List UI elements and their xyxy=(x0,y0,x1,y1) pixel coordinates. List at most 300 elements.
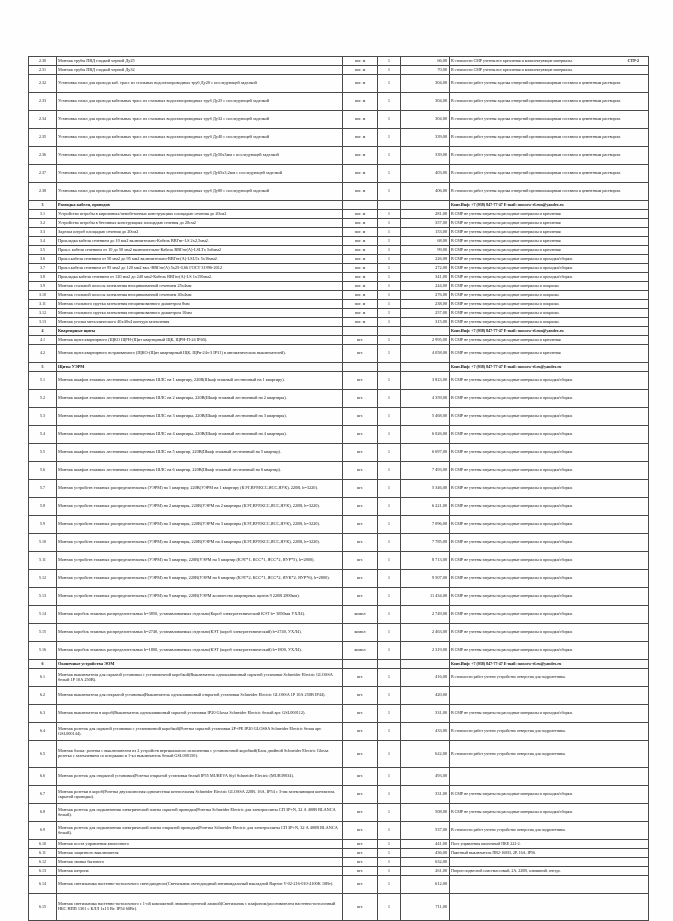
row-price-text: 341,00 xyxy=(435,273,447,279)
row-number-text: 6.14 xyxy=(39,881,46,887)
row-qty-text: 1 xyxy=(387,152,391,158)
row-unit-text: шт. xyxy=(357,503,363,509)
row-name xyxy=(57,858,343,867)
row-qty xyxy=(378,462,401,480)
row-name xyxy=(57,804,343,822)
row-price-text: 441,00 xyxy=(435,840,447,846)
row-name xyxy=(57,57,343,66)
row-number xyxy=(29,363,57,372)
row-number xyxy=(29,111,57,129)
row-name-text: Прокл. кабеля сечением от 10 до 50 мм2 включительно-Кабель ВВГнг(А)-LSLTx 5х6мм2 xyxy=(58,246,222,252)
row-name-text: Монтаж уголка металлического 40х40х4 контура заземления xyxy=(58,318,170,324)
row-unit xyxy=(343,255,378,264)
row-price xyxy=(401,390,450,408)
row-price-text: 70,00 xyxy=(437,66,447,72)
row-price-text: 226,00 xyxy=(435,255,447,261)
row-name-text: Монтаж выключателя для скрытой установки с установочной коробкой(Выключатель одноклавишный скрытой установки Schneider Electric GLOSSA белый 1P 10А 250В). xyxy=(58,671,333,682)
row-unit xyxy=(343,669,378,687)
row-number xyxy=(29,129,57,147)
row-name-text: Монтаж шкафов этажных лестничных совмещенных ШЛС на 2 квартиры, 220В(Шкаф этажный лестничный на 2 квартиры). xyxy=(58,395,287,401)
row-number-text: 2.36 xyxy=(39,152,46,158)
row-name-text: Прокл.кабеля сечением от 95 мм2 до 120 мм2 вкл.-ВВГнг(А) 5х25-0,66 ГОСТ 31996-2012 xyxy=(58,264,223,270)
table-row xyxy=(29,93,649,111)
row-number-text: 2.30 xyxy=(39,57,46,63)
row-note-text: В стоимости работ учтены заделка отверстий противопожарным составом и цементным раствором. xyxy=(451,98,621,104)
row-qty xyxy=(378,390,401,408)
row-number xyxy=(29,282,57,291)
row-note xyxy=(450,894,649,921)
table-row xyxy=(29,840,649,849)
row-number-text: 2.33 xyxy=(39,98,46,104)
row-note xyxy=(450,408,649,426)
row-note xyxy=(450,498,649,516)
row-number xyxy=(29,255,57,264)
row-qty xyxy=(378,327,401,336)
table-row xyxy=(29,606,649,624)
row-qty xyxy=(378,408,401,426)
row-qty xyxy=(378,237,401,246)
section-header-row xyxy=(29,201,649,210)
row-number-text: 3.13 xyxy=(39,318,46,324)
row-note-text: В СМР не учтены затраты на расходные материалы и проходки/сборки. xyxy=(451,557,573,563)
row-note xyxy=(450,849,649,858)
row-qty-text: 1 xyxy=(387,273,391,279)
row-name-text: Монтаж выключателя для открытой установки(Выключатель одноклавишный открытой установки Schneider Electric GLOSSA 1P 10А 250В IP44). xyxy=(58,692,326,698)
row-price-text: 281,00 xyxy=(435,210,447,216)
row-unit xyxy=(343,570,378,588)
row-name-text: Монтаж устройств этажных распределительных (УЭРМ) на 5 квартир, 220В(УЭРМ на 5 квартир (КЭТ*1, КСС*1, ЯСС*2, ЯУР*5), h=2800). xyxy=(58,557,315,563)
row-qty-text: 1 xyxy=(387,449,391,455)
row-note xyxy=(450,327,649,336)
row-price xyxy=(401,705,450,723)
row-unit-text: пог. м xyxy=(354,255,366,261)
row-name xyxy=(57,345,343,363)
row-number-text: 6.3 xyxy=(40,710,45,716)
row-note-text: В СМР не учтены затраты на расходные материалы и проходки/сборки. xyxy=(451,539,573,545)
row-qty xyxy=(378,75,401,93)
row-price xyxy=(401,336,450,345)
row-price xyxy=(401,858,450,867)
row-price xyxy=(401,606,450,624)
row-unit-text: шт. xyxy=(357,750,363,756)
row-qty-text: 1 xyxy=(387,291,391,297)
row-number xyxy=(29,768,57,786)
row-number-text: 5.10 xyxy=(39,539,46,545)
row-unit xyxy=(343,894,378,921)
row-unit-text: шт. xyxy=(357,449,363,455)
row-note xyxy=(450,804,649,822)
row-price-text: 261,00 xyxy=(435,867,447,873)
row-note xyxy=(450,228,649,237)
row-name xyxy=(57,498,343,516)
table-row xyxy=(29,462,649,480)
row-price xyxy=(401,480,450,498)
row-price-text: 304,00 xyxy=(435,116,447,122)
table-row xyxy=(29,75,649,93)
row-note xyxy=(450,390,649,408)
table-row xyxy=(29,345,649,363)
row-qty-text: 1 xyxy=(387,431,391,437)
row-unit-text: пог. м xyxy=(354,282,366,288)
row-unit-text: шт. xyxy=(357,867,363,873)
row-note-text: Патрон подвесной пластмассовый, 2А, 220В, алюминий, гнездо. xyxy=(451,867,561,873)
row-name-text: Монтаж шкафов этажных лестничных совмещенных ШЛС на 6 квартир, 220В(Шкаф этажный лестничный на 6 квартир). xyxy=(58,467,282,473)
row-note xyxy=(450,588,649,606)
row-number-text: 3.3 xyxy=(40,228,45,234)
table-row xyxy=(29,147,649,165)
row-unit xyxy=(343,444,378,462)
table-row xyxy=(29,264,649,273)
row-note xyxy=(450,876,649,894)
row-qty-text: 1 xyxy=(387,377,391,383)
row-price xyxy=(401,228,450,237)
row-qty-text: 1 xyxy=(387,255,391,261)
row-number-text: 5.8 xyxy=(40,503,45,509)
row-name xyxy=(57,183,343,201)
row-price-text: 632,00 xyxy=(435,858,447,864)
row-number xyxy=(29,147,57,165)
row-number xyxy=(29,318,57,327)
row-price-text: 238,00 xyxy=(435,300,447,306)
row-number xyxy=(29,246,57,255)
row-note xyxy=(450,201,649,210)
row-qty-text: 1 xyxy=(387,858,391,864)
row-name-text: Устройство штробы в кирпичных/пенобетонных конструкциях площадью сечения до 20см2 xyxy=(58,210,227,216)
row-qty xyxy=(378,66,401,75)
row-name-text: Квартирные щиты xyxy=(58,327,96,333)
row-note-text: В СМР не учтены затраты на расходные материалы и крепления xyxy=(451,246,561,252)
row-unit-text: шт. xyxy=(357,485,363,491)
row-price xyxy=(401,804,450,822)
row-name-text: Установка гильз для прохода кабельных трасс из стальных водогазопроводных труб Ду40 с последующей заделкой xyxy=(58,134,270,140)
row-note-text: В СМР не учтены затраты на расходные материалы и проходки/сборки. xyxy=(451,431,573,437)
row-note xyxy=(450,552,649,570)
row-number-text: 5.11 xyxy=(39,557,46,563)
row-qty-text: 1 xyxy=(387,674,391,680)
row-note-text: В СМР не учтены затраты на расходные материалы и проходки/сборки. xyxy=(451,485,573,491)
row-qty xyxy=(378,426,401,444)
row-qty xyxy=(378,498,401,516)
row-price xyxy=(401,345,450,363)
row-number-text: 6.5 xyxy=(40,750,45,756)
row-price xyxy=(401,165,450,183)
price-table-body xyxy=(29,57,649,921)
row-qty xyxy=(378,642,401,660)
row-price-text: 433,00 xyxy=(435,728,447,734)
row-name xyxy=(57,867,343,876)
row-number-text: 5.3 xyxy=(40,413,45,419)
row-note-text: В стоимости работ учтено устройство отверстия для подрозетника. xyxy=(451,674,566,680)
row-note-text: В СМР не учтены затраты на расходные материалы и покраски. xyxy=(451,282,560,288)
row-note-text: В стоимости работ учтены заделка отверстий противопожарным составом и цементным раствором. xyxy=(451,134,621,140)
row-note xyxy=(450,147,649,165)
row-unit-text: шт. xyxy=(357,336,363,342)
row-qty-text: 1 xyxy=(387,750,391,756)
row-price xyxy=(401,498,450,516)
row-unit xyxy=(343,147,378,165)
row-note-text: В СМР не учтены затраты на расходные материалы и крепления xyxy=(451,350,561,356)
row-price xyxy=(401,516,450,534)
row-price xyxy=(401,93,450,111)
row-note xyxy=(450,768,649,786)
row-name-text: Монтаж коробок этажных распределительных b=3850, устанавливаемых отдельно(Короб электротехнический КЭТ b= 3850мм УХЛ4). xyxy=(58,611,306,617)
row-number xyxy=(29,741,57,768)
row-unit xyxy=(343,93,378,111)
row-note xyxy=(450,336,649,345)
row-number xyxy=(29,660,57,669)
row-unit-text: пог. м xyxy=(354,210,366,216)
row-name xyxy=(57,552,343,570)
row-note-text: В стоимости работ учтены заделка отверстий противопожарным составом и цементным раствором. xyxy=(451,116,621,122)
row-number-text: 6.15 xyxy=(39,903,46,909)
row-unit xyxy=(343,390,378,408)
row-note xyxy=(450,444,649,462)
row-qty-text: 1 xyxy=(387,282,391,288)
row-number xyxy=(29,804,57,822)
row-name-text: Монтаж коробок этажных распределительных b=1800, устанавливаемых отдельно(КЭТ (короб электротехнический) b=1800, УХЛ4). xyxy=(58,647,302,653)
row-qty xyxy=(378,570,401,588)
row-qty xyxy=(378,291,401,300)
row-name xyxy=(57,462,343,480)
row-name-text: Монтаж стального прутка заземления неоцинкованного диаметром 8мм xyxy=(58,300,190,306)
row-price xyxy=(401,300,450,309)
row-qty-text: 1 xyxy=(387,485,391,491)
table-row xyxy=(29,300,649,309)
row-number-text: 3.7 xyxy=(40,264,45,270)
table-row xyxy=(29,768,649,786)
row-qty xyxy=(378,741,401,768)
row-unit xyxy=(343,786,378,804)
row-name-text: Монтаж стального прутка заземления неоцинкованного диаметром 10мм xyxy=(58,309,192,315)
row-number xyxy=(29,552,57,570)
row-name xyxy=(57,210,343,219)
row-name xyxy=(57,372,343,390)
row-qty xyxy=(378,894,401,921)
row-price xyxy=(401,642,450,660)
row-unit xyxy=(343,687,378,705)
row-note-text: Пакетный выключатель ПВ2-16М3, 2P, 16А, IP56. xyxy=(451,849,537,855)
row-qty-text: 1 xyxy=(387,116,391,122)
row-note xyxy=(450,291,649,300)
section-header-row xyxy=(29,327,649,336)
row-note-text: В стоимости работ учтены заделка отверстий противопожарным составом и цементным раствором. xyxy=(451,152,621,158)
row-name xyxy=(57,336,343,345)
row-price xyxy=(401,264,450,273)
row-number xyxy=(29,444,57,462)
row-qty-text: 1 xyxy=(387,710,391,716)
row-qty xyxy=(378,345,401,363)
row-price-text: 493,00 xyxy=(435,773,447,779)
row-number-text: 5.14 xyxy=(39,611,46,617)
row-note-text: В СМР не учтены затраты на расходные материалы и покраски. xyxy=(451,291,560,297)
row-name xyxy=(57,300,343,309)
row-unit-text: пог. м xyxy=(354,80,366,86)
row-unit xyxy=(343,480,378,498)
row-note xyxy=(450,669,649,687)
row-qty xyxy=(378,336,401,345)
row-qty-text: 1 xyxy=(387,170,391,176)
row-qty xyxy=(378,588,401,606)
row-note-text: В СМР не учтены затраты на расходные материалы и проходки/сборки. xyxy=(451,575,573,581)
table-row xyxy=(29,588,649,606)
row-price-text: 7 785,00 xyxy=(431,539,447,545)
row-number xyxy=(29,309,57,318)
row-unit xyxy=(343,552,378,570)
row-number-text: 4.1 xyxy=(40,336,45,342)
row-note-text: В стоимости работ учтено устройство отверстия для подрозетника. xyxy=(451,827,566,833)
row-price xyxy=(401,66,450,75)
row-number xyxy=(29,390,57,408)
table-row xyxy=(29,66,649,75)
row-number-text: 6.12 xyxy=(39,858,46,864)
row-number-text: 3 xyxy=(41,201,44,207)
row-price-text: 99,00 xyxy=(437,246,447,252)
row-unit-text: пог. м xyxy=(354,273,366,279)
row-unit xyxy=(343,300,378,309)
row-price-text: 257,00 xyxy=(435,309,447,315)
row-qty-text: 1 xyxy=(387,188,391,194)
row-price-text: 2 319,00 xyxy=(431,647,447,653)
row-number-text: 2.37 xyxy=(39,170,46,176)
row-name xyxy=(57,570,343,588)
row-unit xyxy=(343,462,378,480)
row-name xyxy=(57,165,343,183)
row-price xyxy=(401,588,450,606)
row-note-text: В СМР не учтены затраты на расходные материалы и крепления xyxy=(451,219,561,225)
row-qty xyxy=(378,273,401,282)
row-name xyxy=(57,318,343,327)
row-number-text: 3.5 xyxy=(40,246,45,252)
row-qty-text: 1 xyxy=(387,336,391,342)
row-qty-text: 1 xyxy=(387,210,391,216)
row-number-text: 2.34 xyxy=(39,116,46,122)
table-row xyxy=(29,219,649,228)
row-qty-text: 1 xyxy=(387,849,391,855)
row-name-text: Установка гильз для прохода кабельных трасс из стальных водогазопроводных труб Ду65х3,2мм с последующей заделкой xyxy=(58,170,283,176)
row-name xyxy=(57,480,343,498)
row-qty xyxy=(378,255,401,264)
table-row xyxy=(29,849,649,858)
row-price-text: 711,00 xyxy=(435,903,447,909)
row-qty-text: 1 xyxy=(387,300,391,306)
row-name xyxy=(57,624,343,642)
row-unit xyxy=(343,822,378,840)
row-note xyxy=(450,57,649,66)
row-qty xyxy=(378,300,401,309)
row-number xyxy=(29,858,57,867)
row-name xyxy=(57,660,343,669)
row-name-text: Монтаж розеток для открытой установки(Розетка открытой установки белый IP55 MUREVA Styl Schneider Electric (MUR39034). xyxy=(58,773,294,779)
row-note-text: Пост управления кнопочный ПКЕ 222-2. xyxy=(451,840,521,846)
row-name-text: Монтаж устройств этажных распределительных (УЭРМ) на 2 квартиры, 220В(УЭРМ на 2 квартиры (КЭТ,ВУР,КСС,ЯСС,ЯУК), 220В, h=3220). xyxy=(58,503,320,509)
section-header-row xyxy=(29,660,649,669)
row-unit xyxy=(343,408,378,426)
row-note xyxy=(450,345,649,363)
row-unit xyxy=(343,183,378,201)
row-note xyxy=(450,660,649,669)
row-number xyxy=(29,300,57,309)
row-price xyxy=(401,768,450,786)
row-number-text: 6.2 xyxy=(40,692,45,698)
row-note-text: В СМР не учтены затраты на расходные материалы и проходки/сборки. xyxy=(451,503,573,509)
row-name-text: Установка гильз для прохода кабельных трасс из стальных водогазопроводных труб Ду25 с последующей заделкой xyxy=(58,98,270,104)
row-qty-text: 1 xyxy=(387,57,391,63)
row-note xyxy=(450,237,649,246)
row-price xyxy=(401,687,450,705)
row-name-text: Монтаж светильника настенно-потолочного с 1-ой компактной люминесцентной лампой(Светильник с плафоном/рассеивателем настенно-потолочный НБС НПП 1301 с КЛЛ 1х15 Вт. IP54 60Вт). xyxy=(58,901,336,911)
row-name-text: Заделка штроб площадью сечения до 20см2 xyxy=(58,228,139,234)
row-note-text: Конт.Инф: +7 (938) 847-77-47 E-mail: moscow-el.run@yandex.ru xyxy=(451,327,564,333)
table-row xyxy=(29,669,649,687)
row-number xyxy=(29,624,57,642)
row-name xyxy=(57,309,343,318)
row-name xyxy=(57,588,343,606)
row-name xyxy=(57,723,343,741)
row-price-text: 7 493,00 xyxy=(431,467,447,473)
row-note xyxy=(450,705,649,723)
row-unit-text: пог. м xyxy=(354,228,366,234)
row-number-text: 2.32 xyxy=(39,80,46,86)
row-qty xyxy=(378,768,401,786)
row-qty-text: 1 xyxy=(387,413,391,419)
row-note-text: В СМР не учтены затраты на расходные материалы и проходки/сборки. xyxy=(451,273,573,279)
row-number-text: 2.31 xyxy=(39,66,46,72)
row-unit-text: шт. xyxy=(357,710,363,716)
table-row xyxy=(29,210,649,219)
row-qty xyxy=(378,552,401,570)
row-qty xyxy=(378,201,401,210)
row-name xyxy=(57,93,343,111)
price-table xyxy=(28,56,649,921)
row-number-text: 6.7 xyxy=(40,791,45,797)
row-price xyxy=(401,327,450,336)
row-number-text: 5.2 xyxy=(40,395,45,401)
row-price-text: 304,00 xyxy=(435,98,447,104)
row-note xyxy=(450,318,649,327)
row-unit xyxy=(343,606,378,624)
row-price-text: 3 823,00 xyxy=(431,377,447,383)
row-number xyxy=(29,165,57,183)
row-number-text: 5 xyxy=(41,363,44,369)
row-number-text: 3.6 xyxy=(40,255,45,261)
row-unit-text: пог. м xyxy=(354,98,366,104)
row-number xyxy=(29,516,57,534)
row-name xyxy=(57,111,343,129)
row-name xyxy=(57,516,343,534)
row-unit-text: пог. м xyxy=(354,246,366,252)
row-unit xyxy=(343,201,378,210)
row-unit xyxy=(343,210,378,219)
row-number-text: 5.7 xyxy=(40,485,45,491)
row-number-text: 5.12 xyxy=(39,575,46,581)
row-name-text: Монтаж щита квартирного встраиваемого (ЩКО-(Щит квартирный ЩК, ЩРв-24з-3 IP31) в автоматических выключателей). xyxy=(58,350,286,356)
row-price-text: 244,00 xyxy=(435,282,447,288)
row-name xyxy=(57,390,343,408)
row-note xyxy=(450,462,649,480)
row-price-text: 6 026,00 xyxy=(431,431,447,437)
row-number xyxy=(29,201,57,210)
row-qty xyxy=(378,849,401,858)
row-note-text: В СМР не учтены затраты на расходные материалы и покраски. xyxy=(451,309,560,315)
row-name-text: Разводка кабеля, проводов xyxy=(58,201,110,207)
row-number-text: 5.16 xyxy=(39,647,46,653)
table-row xyxy=(29,867,649,876)
row-number-text: 3.1 xyxy=(40,210,45,216)
row-name xyxy=(57,687,343,705)
row-qty-text: 1 xyxy=(387,647,391,653)
row-number-text: 5.9 xyxy=(40,521,45,527)
row-note xyxy=(450,300,649,309)
